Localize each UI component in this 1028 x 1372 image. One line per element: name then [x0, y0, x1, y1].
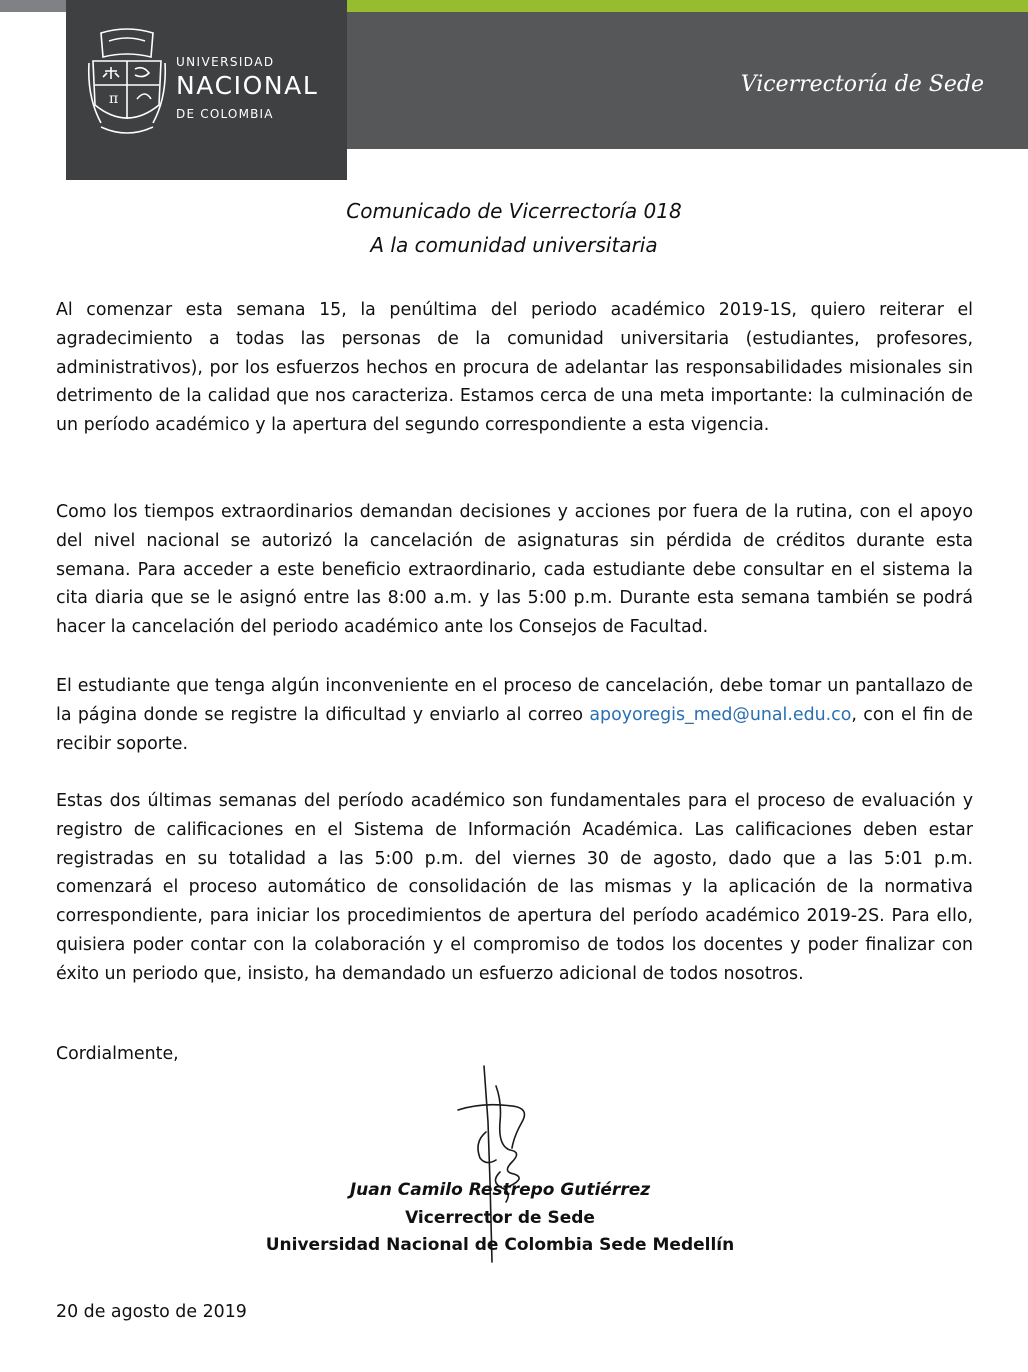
paragraph-3-text-start: El estudiante que tenga algún inconveniente en el proceso de cancelación, debe tomar un pantallazo de la página donde se registre la dificultad y enviarlo al correo — [56, 676, 973, 725]
logo-text-de-colombia: DE COLOMBIA — [176, 107, 274, 121]
support-email-link[interactable]: apoyoregis_med@unal.edu.co — [589, 704, 852, 725]
top-accent-bar-green — [347, 0, 1028, 12]
paragraph-3-text-end: , con el fin de recibir soporte. — [56, 704, 973, 754]
logo-text-nacional: NACIONAL — [176, 71, 319, 100]
paragraph-1: Al comenzar esta semana 15, la penúltima del periodo académico 2019-1S, quiero reiterar el agradecimiento a todas las personas de la comunidad universitaria (estudiantes, profesores, administrativos), por los esfuerzos hechos en procura de adelantar las responsabilidades misionales sin detrimento de la calidad que nos caracteriza. Estamos cerca de una meta importante: la culminación de un período académico y la apertura del segundo correspondiente a esta vigencia. — [56, 300, 973, 436]
top-accent-bar-gray — [0, 0, 66, 12]
paragraph-3 — [56, 672, 973, 758]
document-subtitle: A la comunidad universitaria — [370, 233, 658, 257]
paragraph-2: Como los tiempos extraordinarios demandan decisiones y acciones por fuera de la rutina, con el apoyo del nivel nacional se autorizó la cancelación de asignaturas sin pérdida de créditos durante esta semana. Para acceder a este beneficio extraordinario, cada estudiante debe consultar en el sistema la cita diaria que se le asignó entre las 8:00 a.m. y las 5:00 p.m. Durante esta semana también se podrá hacer la cancelación del periodo académico ante los Consejos de Facultad. — [56, 502, 973, 638]
document-date: 20 de agosto de 2019 — [56, 1302, 247, 1322]
university-seal-icon — [87, 27, 167, 139]
svg-text:π: π — [109, 91, 119, 107]
logo-text-universidad: UNIVERSIDAD — [176, 55, 275, 69]
signatory-institution: Universidad Nacional de Colombia Sede Medellín — [265, 1235, 735, 1255]
signatory-name: Juan Camilo Restrepo Gutiérrez — [349, 1180, 651, 1200]
paragraph-4: Estas dos últimas semanas del período académico son fundamentales para el proceso de evaluación y registro de calificaciones en el Sistema de Información Académica. Las calificaciones deben estar registradas en su totalidad a las 5:00 p.m. del viernes 30 de agosto, dado que a las 5:01 p.m. comenzará el proceso automático de consolidación de las mismas y la aplicación de la normativa correspondiente, para iniciar los procedimientos de apertura del período académico 2019-2S. Para ello, quisiera poder contar con la colaboración y el compromiso de todos los docentes y poder finalizar con éxito un periodo que, insisto, ha demandado un esfuerzo adicional de todos nosotros. — [56, 791, 973, 984]
document-title: Comunicado de Vicerrectoría 018 — [346, 199, 682, 223]
closing-salutation: Cordialmente, — [56, 1044, 179, 1064]
signatory-role: Vicerrector de Sede — [405, 1208, 595, 1228]
office-name: Vicerrectoría de Sede — [740, 72, 984, 97]
